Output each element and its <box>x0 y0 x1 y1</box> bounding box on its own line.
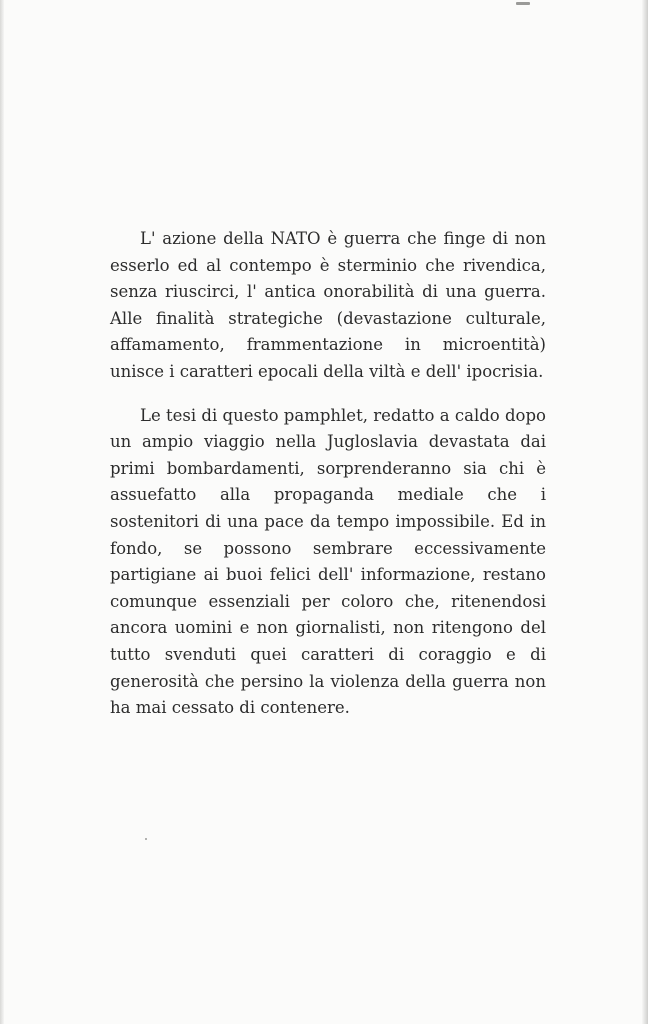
paper-speck <box>145 838 147 840</box>
body-text <box>110 226 546 739</box>
page-right-edge <box>642 0 648 1024</box>
paragraph-2: Le tesi di questo pamphlet, redatto a caldo dopo un ampio viaggio nella Jugloslavia devastata dai primi bombardamenti, sorprenderanno sia chi è assuefatto alla propaganda mediale che i sostenitori di una pace da tempo impossibile. Ed in fondo, se possono sembrare eccessivamente partigiane ai buoi felici dell' informazione, restano comunque essenziali per coloro che, ritenendosi ancora uomini e non giornalisti, non ritengono del tutto svenduti quei caratteri di coraggio e di generosità che persino la violenza della guerra non ha mai cessato di contenere. <box>110 405 546 718</box>
page-left-edge <box>0 0 4 1024</box>
paragraph-1: L' azione della NATO è guerra che finge di non esserlo ed al contempo è sterminio che rivendica, senza riuscirci, l' antica onorabilità di una guerra. Alle finalità strategiche (devastazione culturale, affamamento, frammentazione in microentità) unisce i caratteri epocali della viltà e dell' ipocrisia. <box>110 229 546 381</box>
paper-speck <box>516 2 530 5</box>
